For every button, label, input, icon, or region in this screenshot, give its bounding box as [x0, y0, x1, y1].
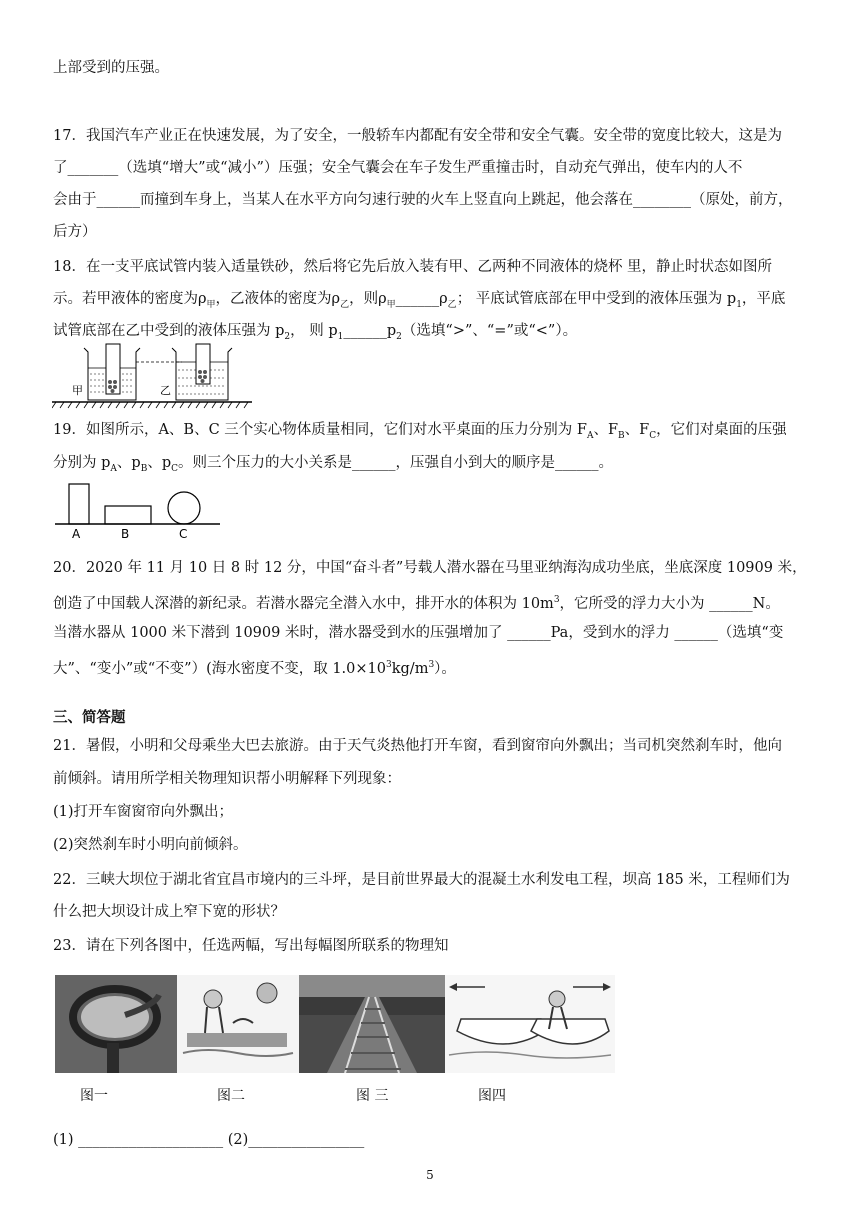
question-18-line-3: 试管底部在乙中受到的液体压强为 $p_2$， 则 $p_1\_\_\_\_\_\_p_2$（选填“>”、“=”或“<”）。: [53, 323, 578, 342]
question-21-line-3: (1)打开车窗窗帘向外飘出；: [53, 804, 234, 820]
page-number: 5: [426, 1168, 434, 1182]
question-17-line-3: 会由于______而撞到车身上，当某人在水平方向匀速行驶的火车上竖直向上跳起，他会落在________（原处，前方，: [53, 192, 793, 208]
question-21-line-4: (2)突然刹车时小明向前倾斜。: [53, 837, 248, 853]
label-b: B: [121, 527, 130, 541]
label-yi: 乙: [160, 384, 171, 397]
question-18-line-1: 18．在一支平底试管内装入适量铁砂，然后将它先后放入装有甲、乙两种不同液体的烧杯 里，静止时状态如图所: [53, 259, 773, 275]
question-17-line-2: 了_______（选填“增大”或“减小”）压强；安全气囊会在车子发生严重撞击时，自动充气弹出，使车内的人不: [53, 160, 743, 176]
caption-3: 图 三: [356, 1088, 389, 1104]
text-line: 上部受到的压强。: [53, 60, 169, 76]
section-title: 三、简答题: [53, 709, 126, 726]
label-a: A: [72, 527, 81, 541]
photo-4-image: [445, 975, 615, 1073]
question-20-line-1: 20．2020 年 11 月 10 日 8 时 12 分，中国“奋斗者”号载人潜水器在马里亚纳海沟成功坐底，坐底深度 10909 米，: [53, 560, 807, 576]
beaker-figure: [52, 338, 252, 410]
shapes-figure: [55, 480, 225, 542]
question-23-line-1: 23．请在下列各图中，任选两幅，写出每幅图所联系的物理知: [53, 938, 449, 954]
question-19-line-1: 19．如图所示，A、B、C 三个实心物体质量相同，它们对水平桌面的压力分别为 $F_A$、$F_B$、$F_C$，它们对桌面的压强: [53, 422, 787, 441]
photo-2-image: [177, 975, 299, 1073]
label-jia: 甲: [72, 384, 83, 397]
question-18-line-2: 示。若甲液体的密度为$\rho_甲$，乙液体的密度为$\rho_乙$，则$\rho_甲\_\_\_\_\_\_\rho_乙$； 平底试管底部在甲中受到的液体压强为 $p_1$，平底: [53, 291, 786, 310]
label-c: C: [179, 527, 188, 541]
question-21-line-2: 前倾斜。请用所学相关物理知识帮小明解释下列现象：: [53, 771, 401, 787]
question-22-line-1: 22．三峡大坝位于湖北省宜昌市境内的三斗坪，是目前世界最大的混凝土水利发电工程，坝高 185 米，工程师们为: [53, 872, 790, 888]
photo-1-image: [55, 975, 177, 1073]
answer-line: (1) ____________________ (2)________________: [53, 1132, 365, 1148]
caption-1: 图一: [80, 1088, 108, 1104]
question-17-line-1: 17．我国汽车产业正在快速发展，为了安全，一般轿车内都配有安全带和安全气囊。安全带的宽度比较大，这是为: [53, 128, 782, 144]
question-19-line-2: 分别为 $p_A$、$p_B$、$p_C$。则三个压力的大小关系是______，压强自小到大的顺序是______。: [53, 455, 614, 474]
question-20-line-4: 大”、“变小”或“不变”）(海水密度不变，取 $1.0\times 10^3kg/m^3$）。: [53, 660, 456, 677]
question-22-line-2: 什么把大坝设计成上窄下宽的形状？: [53, 904, 285, 920]
question-17-line-4: 后方）: [53, 224, 97, 240]
question-20-line-3: 当潜水器从 1000 米下潜到 10909 米时，潜水器受到水的压强增加了 ______Pa，受到水的浮力 ______（选填“变: [53, 625, 784, 641]
question-20-line-2: 创造了中国载人深潜的新纪录。若潜水器完全潜入水中，排开水的体积为 $10m^3$，它所受的浮力大小为 ______N。: [53, 595, 780, 612]
caption-2: 图二: [217, 1088, 245, 1104]
caption-4: 图四: [478, 1088, 506, 1104]
question-21-line-1: 21．暑假，小明和父母乘坐大巴去旅游。由于天气炎热他打开车窗，看到窗帘向外飘出；当司机突然刹车时，他向: [53, 738, 782, 754]
photo-3-image: [299, 975, 445, 1073]
